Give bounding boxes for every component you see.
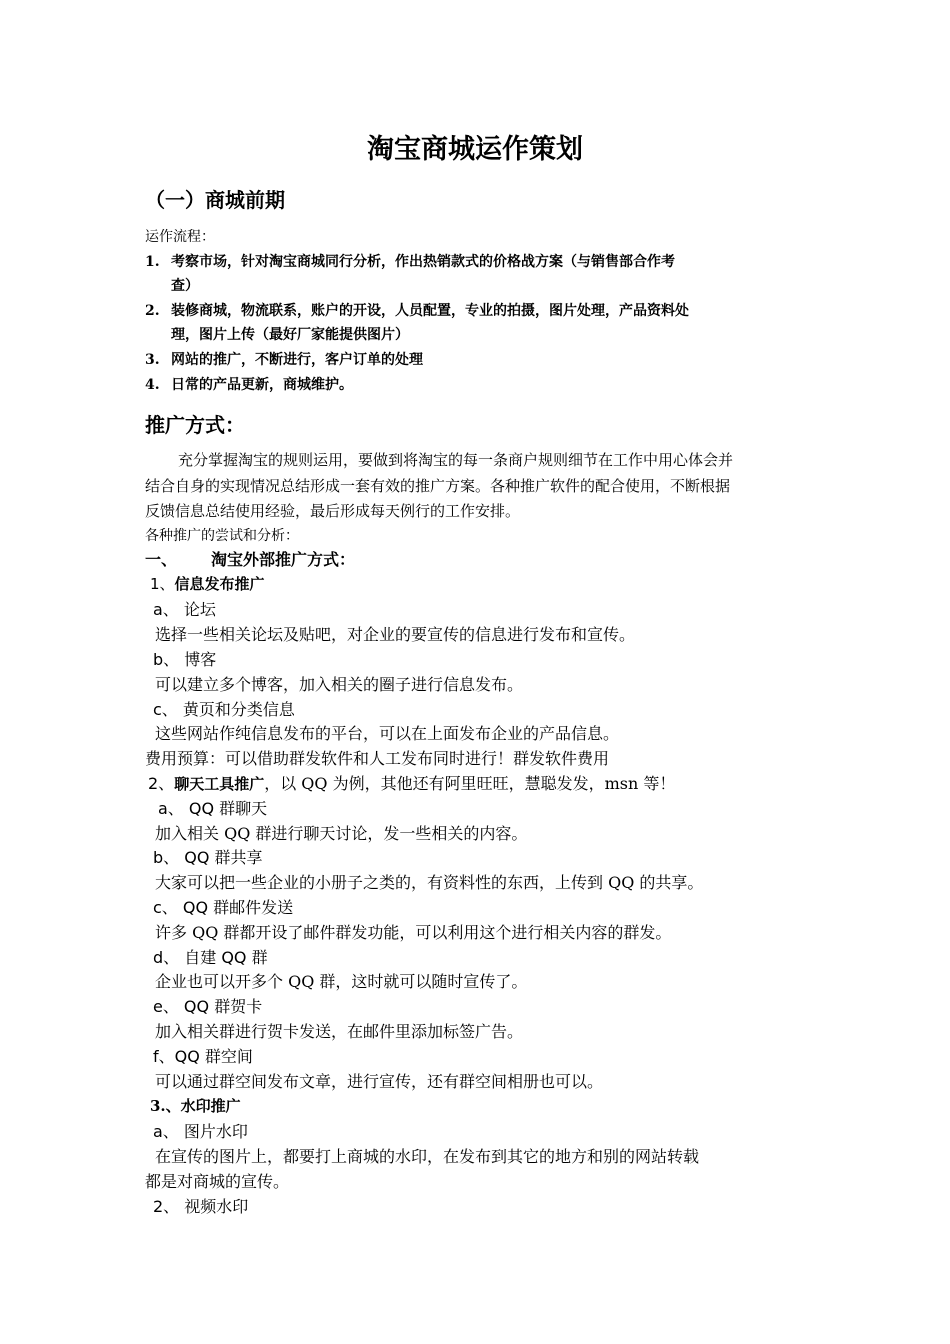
intro-line-3: 反馈信息总结使用经验，最后形成每天例行的工作安排。: [145, 502, 521, 520]
flow-num: 3.: [145, 352, 160, 368]
watermark-desc-line-2: 都是对商城的宣传。: [145, 1172, 290, 1191]
chat-item-c: c、 QQ 群邮件发送: [153, 898, 294, 917]
outer-num: 一、: [145, 550, 178, 569]
intro-line-1: 充分掌握淘宝的规则运用，要做到将淘宝的每一条商户规则细节在工作中用心体会并: [178, 451, 734, 469]
chat-heading-num: 2、: [148, 774, 175, 793]
flow-text: 装修商城，物流联系，账户的开设，人员配置，专业的拍摄，图片处理，产品资料处: [171, 303, 689, 319]
flow-text: 考察市场，针对淘宝商城同行分析，作出热销款式的价格战方案（与销售部合作考: [171, 254, 675, 270]
watermark-heading: 3.、水印推广: [150, 1097, 241, 1115]
info-heading: [150, 577, 265, 592]
promo-heading: 推广方式：: [145, 413, 245, 437]
chat-desc-d: 企业也可以开多个 QQ 群，这时就可以随时宣传了。: [155, 972, 528, 991]
info-item-a: a、 论坛: [153, 600, 216, 619]
flow-num: 1.: [145, 254, 160, 270]
chat-heading: [148, 776, 675, 792]
chat-item-b: b、 QQ 群共享: [153, 848, 263, 867]
flow-item-1: [145, 255, 675, 269]
flow-item-2-cont: 理，图片上传（最好厂家能提供图片）: [171, 327, 409, 343]
chat-desc-b: 大家可以把一些企业的小册子之类的，有资料性的东西，上传到 QQ 的共享。: [155, 873, 704, 892]
flow-label: 运作流程：: [145, 229, 215, 245]
info-desc-a: 选择一些相关论坛及贴吧，对企业的要宣传的信息进行发布和宣传。: [155, 625, 636, 644]
flow-text: 网站的推广，不断进行，客户订单的处理: [171, 352, 423, 368]
flow-item-4: [145, 378, 353, 392]
flow-num: 4.: [145, 377, 160, 393]
intro-line-2: 结合自身的实现情况总结形成一套有效的推广方案。各种推广软件的配合使用，不断根据: [145, 477, 731, 495]
flow-item-3: [145, 353, 423, 367]
info-heading-label: 信息发布推广: [174, 575, 265, 593]
try-label: 各种推广的尝试和分析：: [145, 528, 299, 544]
outer-label: 淘宝外部推广方式：: [211, 550, 356, 569]
chat-desc-c: 许多 QQ 群都开设了邮件群发功能，可以利用这个进行相关内容的群发。: [155, 923, 672, 942]
info-desc-c: 这些网站作纯信息发布的平台，可以在上面发布企业的产品信息。: [155, 724, 620, 743]
budget-line: 费用预算：可以借助群发软件和人工发布同时进行！群发软件费用: [145, 749, 610, 768]
page-title: 淘宝商城运作策划: [367, 134, 583, 165]
chat-item-d: d、 自建 QQ 群: [153, 948, 268, 967]
info-item-b: b、 博客: [153, 650, 217, 669]
chat-desc-e: 加入相关群进行贺卡发送，在邮件里添加标签广告。: [155, 1022, 524, 1041]
info-desc-b: 可以建立多个博客，加入相关的圈子进行信息发布。: [155, 675, 524, 694]
chat-heading-rest: ，以 QQ 为例，其他还有阿里旺旺，慧聪发发，msn 等！: [264, 774, 676, 793]
chat-desc-a: 加入相关 QQ 群进行聊天讨论，发一些相关的内容。: [155, 824, 528, 843]
info-heading-num: 1、: [150, 575, 175, 593]
chat-desc-f: 可以通过群空间发布文章，进行宣传，还有群空间相册也可以。: [155, 1072, 604, 1091]
flow-item-1-cont: 查）: [171, 278, 199, 294]
flow-num: 2.: [145, 303, 160, 319]
flow-item-2: [145, 304, 689, 318]
section-heading-early: （一）商城前期: [145, 188, 285, 212]
info-item-c: c、 黄页和分类信息: [153, 700, 295, 719]
chat-item-a: a、 QQ 群聊天: [158, 799, 268, 818]
chat-item-f: f、QQ 群空间: [153, 1047, 253, 1066]
watermark-item-2: 2、 视频水印: [153, 1197, 249, 1216]
outer-heading: [145, 552, 355, 568]
watermark-item-a: a、 图片水印: [153, 1122, 248, 1141]
chat-heading-label: 聊天工具推广: [174, 775, 265, 793]
chat-item-e: e、 QQ 群贺卡: [153, 997, 263, 1016]
flow-text: 日常的产品更新，商城维护。: [171, 377, 353, 393]
watermark-desc-line-1: 在宣传的图片上，都要打上商城的水印，在发布到其它的地方和别的网站转载: [155, 1147, 700, 1166]
